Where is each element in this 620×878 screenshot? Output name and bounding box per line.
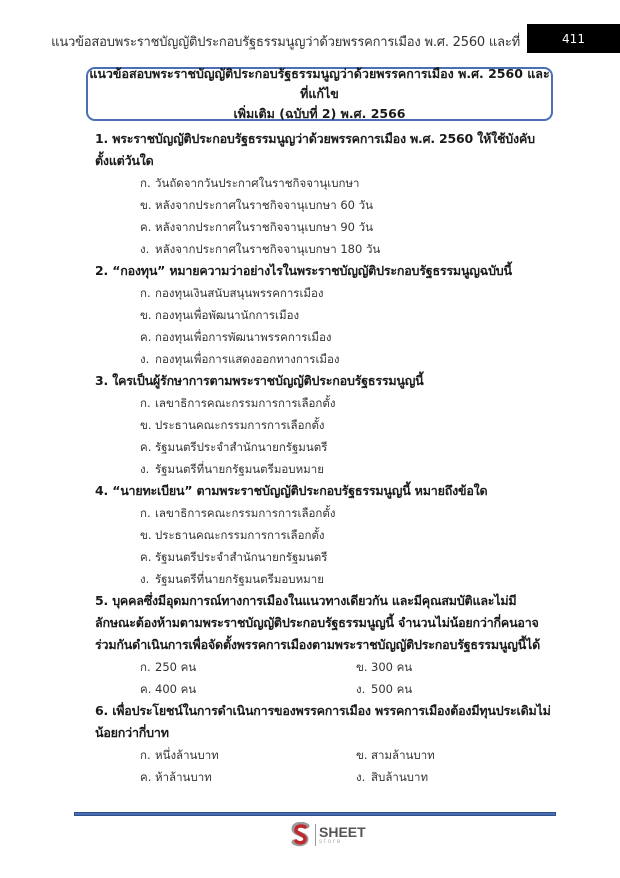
option-label: ค.: [140, 330, 152, 344]
option-label: ค.: [140, 550, 152, 564]
option-label: ค.: [140, 220, 152, 234]
question-stem: 1. พระราชบัญญัติประกอบรัฐธรรมนูญว่าด้วยพรรคการเมือง พ.ศ. 2560 ให้ใช้บังคับตั้งแต่วันใด: [95, 131, 535, 168]
option: [95, 194, 555, 216]
option: [95, 326, 555, 348]
option-label: ก.: [140, 286, 151, 300]
option-text: รัฐมนตรีประจำสำนักนายกรัฐมนตรี: [155, 440, 328, 454]
option-label: ค.: [140, 770, 152, 784]
question-2: [95, 260, 555, 370]
option-label: ข.: [140, 418, 152, 432]
option: [95, 282, 555, 304]
option: [95, 392, 555, 414]
option-label: ง.: [356, 682, 366, 696]
option-label: ค.: [140, 440, 152, 454]
option: [140, 678, 356, 700]
question-stem: 5. บุคคลซึ่งมีอุดมการณ์ทางการเมืองในแนวทางเดียวกัน และมีคุณสมบัติและไม่มีลักษณะต้องห้ามตามพระราชบัญญัติประกอบรัฐธรรมนูญนี้ จำนวนไม่น้อยกว่ากี่คนอาจร่วมกันดำเนินการเพื่อจัดตั้งพรรคการเมืองตามพระราชบัญญัติประกอบรัฐธรรมนูญนี้ได้: [95, 593, 541, 652]
option-text: กองทุนเพื่อพัฒนานักการเมือง: [155, 308, 300, 322]
option-text: หลังจากประกาศในราชกิจจานุเบกษา 180 วัน: [155, 242, 381, 256]
option: [95, 172, 555, 194]
sheet-store-logo: [290, 822, 366, 848]
option-label: ข.: [140, 528, 152, 542]
option-text: ประธานคณะกรรมการการเลือกตั้ง: [155, 528, 325, 542]
option: [95, 436, 555, 458]
question-list: [95, 128, 555, 788]
option: [140, 656, 356, 678]
option-label: ก.: [140, 748, 151, 762]
option-label: ก.: [140, 660, 151, 674]
option: [95, 304, 555, 326]
option: [140, 744, 356, 766]
question-stem: 3. ใครเป็นผู้รักษาการตามพระราชบัญญัติประกอบรัฐธรรมนูญนี้: [95, 373, 424, 388]
option-text: หลังจากประกาศในราชกิจจานุเบกษา 60 วัน: [155, 198, 373, 212]
option: [95, 568, 555, 590]
option-text: รัฐมนตรีที่นายกรัฐมนตรีมอบหมาย: [155, 572, 324, 586]
option-text: เลขาธิการคณะกรรมการการเลือกตั้ง: [155, 396, 336, 410]
option-text: รัฐมนตรีประจำสำนักนายกรัฐมนตรี: [155, 550, 328, 564]
option-text: รัฐมนตรีที่นายกรัฐมนตรีมอบหมาย: [155, 462, 324, 476]
option: [95, 414, 555, 436]
option: [95, 458, 555, 480]
option-text: 500 คน: [371, 682, 413, 696]
option-label: ก.: [140, 176, 151, 190]
option-text: เลขาธิการคณะกรรมการการเลือกตั้ง: [155, 506, 336, 520]
option-text: หลังจากประกาศในราชกิจจานุเบกษา 90 วัน: [155, 220, 373, 234]
option: [95, 216, 555, 238]
document-title-box: [86, 67, 553, 121]
option-label: ข.: [140, 308, 152, 322]
question-5: [95, 590, 555, 700]
running-header: แนวข้อสอบพระราชบัญญัติประกอบรัฐธรรมนูญว่าด้วยพรรคการเมือง พ.ศ. 2560 และที่: [51, 35, 520, 50]
option-label: ข.: [140, 198, 152, 212]
option-text: กองทุนเพื่อการพัฒนาพรรคการเมือง: [155, 330, 332, 344]
option: [95, 546, 555, 568]
option-text: 400 คน: [155, 682, 197, 696]
option: [356, 766, 556, 788]
option-text: สามล้านบาท: [371, 748, 435, 762]
logo-main-text: SHEET: [319, 824, 366, 840]
question-stem: 6. เพื่อประโยชน์ในการดำเนินการของพรรคการเมือง พรรคการเมืองต้องมีทุนประเดิมไม่น้อยกว่ากี่บาท: [95, 703, 551, 740]
option-label: ง.: [140, 352, 150, 366]
option-label: ง.: [140, 462, 150, 476]
sheet-store-s-icon: [290, 822, 312, 848]
option-text: วันถัดจากวันประกาศในราชกิจจานุเบกษา: [155, 176, 360, 190]
question-stem: 4. “นายทะเบียน” ตามพระราชบัญญัติประกอบรัฐธรรมนูญนี้ หมายถึงข้อใด: [95, 483, 488, 498]
option: [95, 348, 555, 370]
option-text: กองทุนเงินสนับสนุนพรรคการเมือง: [155, 286, 324, 300]
option-text: 250 คน: [155, 660, 197, 674]
logo-divider: [315, 824, 316, 846]
option-text: 300 คน: [371, 660, 413, 674]
option-label: ข.: [356, 748, 368, 762]
option-label: ค.: [140, 682, 152, 696]
question-stem: 2. “กองทุน” หมายความว่าอย่างไรในพระราชบัญญัติประกอบรัฐธรรมนูญฉบับนี้: [95, 263, 512, 278]
option: [140, 766, 356, 788]
option: [95, 502, 555, 524]
option-label: ง.: [140, 242, 150, 256]
option: [356, 744, 556, 766]
option: [356, 678, 556, 700]
option-text: หนึ่งล้านบาท: [155, 748, 219, 762]
title-line-2: เพิ่มเติม (ฉบับที่ 2) พ.ศ. 2566: [233, 106, 406, 121]
logo-sub-text: store: [319, 839, 343, 845]
option-text: ห้าล้านบาท: [155, 770, 212, 784]
option: [95, 524, 555, 546]
question-6: [95, 700, 555, 788]
footer-divider: [74, 812, 556, 816]
option-text: สิบล้านบาท: [371, 770, 429, 784]
option-label: ก.: [140, 506, 151, 520]
option: [356, 656, 556, 678]
question-1: [95, 128, 555, 260]
option: [95, 238, 555, 260]
option-label: ง.: [356, 770, 366, 784]
option-label: ก.: [140, 396, 151, 410]
page-number: 411: [527, 24, 620, 53]
option-text: กองทุนเพื่อการแสดงออกทางการเมือง: [155, 352, 340, 366]
option-text: ประธานคณะกรรมการการเลือกตั้ง: [155, 418, 325, 432]
option-label: ง.: [140, 572, 150, 586]
option-label: ข.: [356, 660, 368, 674]
title-line-1: แนวข้อสอบพระราชบัญญัติประกอบรัฐธรรมนูญว่าด้วยพรรคการเมือง พ.ศ. 2560 และที่แก้ไข: [89, 66, 550, 101]
question-3: [95, 370, 555, 480]
question-4: [95, 480, 555, 590]
